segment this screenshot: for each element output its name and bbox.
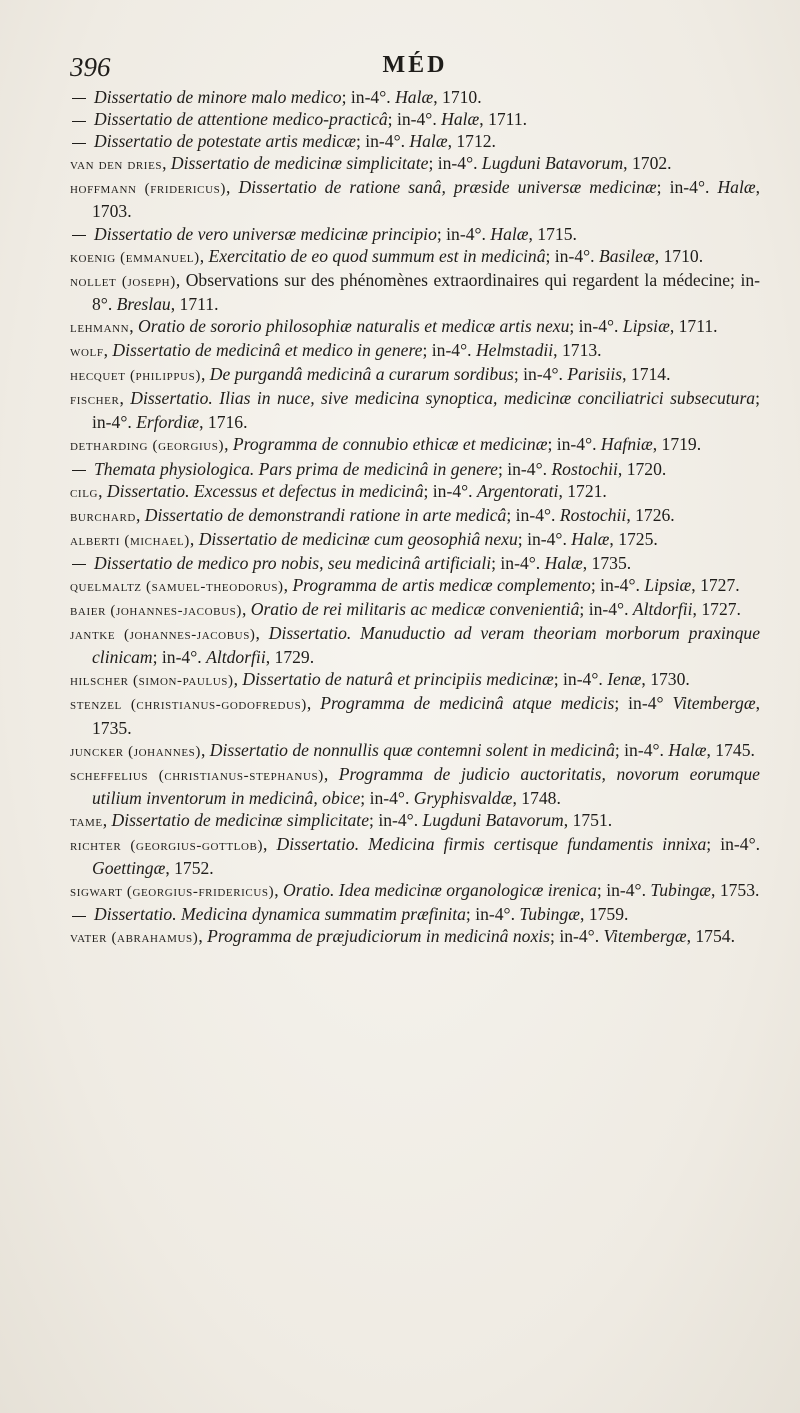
author-name: scheffelius (70, 767, 149, 784)
place-of-publication: Rostochii (551, 458, 618, 479)
author-name: hilscher (70, 673, 129, 690)
bibliography-entry: alberti (michael), Dissertatio de medicinæ cum geosophiâ nexu; in-4°. Halæ, 1725. (70, 528, 658, 549)
place-of-publication: Gryphisvaldæ (413, 787, 513, 808)
running-head: MÉD (382, 52, 448, 78)
bibliography-entry: vater (abrahamus), Programma de præjudiciorum in medicinâ noxis; in-4°. Vitembergæ, 1754. (70, 926, 735, 947)
work-title: Oratio. Idea medicinæ organologicæ irenica (283, 880, 597, 901)
format: in-4°. (432, 480, 473, 501)
author-given-name: (georgius-gottlob) (130, 838, 264, 854)
format: in-4°. (523, 364, 563, 385)
publication-year: 1730. (650, 669, 690, 690)
work-title: Dissertatio. Medicina dynamica summatim præfinita (94, 904, 466, 925)
publication-year: 1759. (588, 904, 629, 925)
place-of-publication: Goettingæ (92, 858, 166, 879)
ditto-dash (72, 470, 86, 471)
work-title: Dissertatio de medicinæ cum geosophiâ nexu (198, 528, 518, 549)
place-of-publication: Ienæ (607, 669, 642, 690)
place-of-publication: Halæ (441, 109, 480, 130)
place-of-publication: Tubingæ (519, 904, 581, 925)
bibliography-entry: Themata physiologica. Pars prima de medicinâ in genere; in-4°. Rostochii, 1720. (70, 458, 760, 480)
place-of-publication: Vitembergæ (672, 693, 756, 714)
author-name: hecquet (70, 368, 126, 385)
work-title: Dissertatio de attentione medico-practicâ (94, 109, 388, 130)
place-of-publication: Breslau (116, 293, 171, 314)
bibliography-entry: stenzel (christianus-godofredus), Programma de medicinâ atque medicis; in-4° Vitembergæ, 1735. (70, 693, 760, 738)
author-given-name: (fridericus) (144, 181, 226, 198)
format: in-4°. (588, 599, 629, 620)
place-of-publication: Lugduni Batavorum (422, 809, 564, 830)
author-name: burchard (70, 508, 136, 525)
work-title: Dissertatio. Ilias in nuce, sive medicina synoptica, medicinæ conciliatrici subsecutura (130, 388, 756, 409)
work-title: Programma de præjudiciorum in medicinâ noxis (207, 926, 551, 947)
bibliography-entry: richter (georgius-gottlob), Dissertatio. Medicina firmis certisque fundamentis innixa; in-4°. Goettingæ, 1752. (70, 834, 761, 879)
bibliography-entry: van den dries, Dissertatio de medicinæ simplicitate; in-4°. Lugduni Batavorum, 1702. (70, 153, 672, 174)
format: in-4°. (431, 340, 472, 361)
format: in-4°. (527, 528, 567, 549)
author-given-name: (georgius-fridericus) (126, 884, 275, 901)
place-of-publication: Hafniæ (600, 434, 653, 455)
author-name: stenzel (70, 697, 122, 714)
work-title: Oratio de sororio philosophiæ naturalis et medicæ artis nexu (138, 315, 570, 336)
author-name: van den dries (70, 157, 163, 174)
publication-year: 1711. (488, 109, 528, 130)
publication-year: 1710. (442, 87, 482, 107)
format: in-4°. (437, 153, 478, 174)
publication-year: 1729. (274, 647, 315, 668)
author-name: juncker (70, 743, 124, 760)
bibliography-entry: nollet (joseph), Observations sur des phénomènes extraordinaires qui regardent la médecine; in-8°. Breslau, 1711. (70, 269, 760, 314)
work-title: Dissertatio. Manuductio ad veram theoriam morborum praxinque clinicam (92, 623, 760, 668)
format: in-4°. (556, 434, 597, 455)
bibliography-list (70, 86, 760, 949)
work-title: Oratio de rei militaris ac medicæ convenientiâ (250, 599, 580, 620)
bibliography-entry: koenig (emmanuel), Exercitatio de eo quod summum est in medicinâ; in-4°. Basileæ, 1710. (70, 245, 704, 266)
place-of-publication: Halæ (409, 131, 448, 152)
publication-year: 1753. (719, 880, 760, 901)
format: in-4°. (365, 131, 406, 152)
place-of-publication: Halæ (544, 552, 583, 573)
format: in-4°. (559, 926, 600, 947)
work-title: De purgandâ medicinâ a curarum sordibus (209, 364, 514, 385)
author-name: hoffmann (70, 181, 137, 198)
author-given-name: (joseph) (121, 273, 176, 290)
bibliography-entry: burchard, Dissertatio de demonstrandi ratione in arte medicâ; in-4°. Rostochii, 1726. (70, 504, 675, 525)
format: in-4°. (378, 809, 419, 830)
place-of-publication: Tubingæ (650, 880, 712, 901)
author-name: vater (70, 930, 108, 947)
work-title: Dissertatio de medicinæ simplicitate (170, 153, 429, 174)
bibliography-entry: sigwart (georgius-fridericus), Oratio. Idea medicinæ organologicæ irenica; in-4°. Tubingæ, 1753. (70, 880, 760, 901)
work-title: Dissertatio. Medicina firmis certisque fundamentis innixa (276, 834, 707, 854)
format: in-4°. (600, 574, 640, 595)
work-title: Programma de connubio ethicæ et medicinæ (232, 434, 548, 455)
place-of-publication: Lipsiæ (622, 315, 670, 336)
author-given-name: (simon-paulus) (133, 673, 234, 690)
work-title: Exercitatio de eo quod summum est in medicinâ (208, 245, 546, 266)
bibliography-entry: detharding (georgius), Programma de connubio ethicæ et medicinæ; in-4°. Hafniæ, 1719. (70, 434, 702, 455)
author-given-name: (abrahamus) (111, 930, 199, 947)
publication-year: 1715. (537, 223, 577, 244)
place-of-publication: Halæ (668, 739, 707, 760)
author-name: alberti (70, 532, 120, 549)
page-number: 396 (70, 52, 111, 82)
bibliography-entry: juncker (johannes), Dissertatio de nonnullis quæ contemni solent in medicinâ; in-4°. Halæ, 1745. (70, 739, 755, 760)
place-of-publication: Erfordiæ (136, 412, 200, 433)
author-name: cilg (70, 484, 99, 501)
publication-year: 1721. (567, 480, 607, 501)
work-title: Dissertatio. Excessus et defectus in medicinâ (106, 480, 424, 501)
publication-year: 1711. (678, 315, 718, 336)
author-name: baier (70, 603, 106, 620)
bibliography-entry: lehmann, Oratio de sororio philosophiæ naturalis et medicæ artis nexu; in-4°. Lipsiæ, 1711. (70, 315, 718, 336)
bibliography-entry: Dissertatio de attentione medico-practicâ; in-4°. Halæ, 1711. (70, 108, 760, 130)
format: in-4°. (578, 315, 619, 336)
author-name: sigwart (70, 884, 123, 901)
bibliography-entry: hecquet (philippus), De purgandâ medicinâ a curarum sordibus; in-4°. Parisiis, 1714. (70, 364, 671, 385)
page-header (70, 52, 760, 86)
publication-year: 1726. (635, 504, 675, 525)
publication-year: 1754. (695, 926, 735, 947)
author-name: jantke (70, 627, 116, 644)
publication-year: 1752. (174, 858, 214, 879)
work-title: Dissertatio de medicinâ et medico in genere (112, 340, 423, 361)
author-given-name: (emmanuel) (120, 249, 200, 266)
ditto-dash (72, 121, 86, 122)
format: in-4°. (624, 739, 664, 760)
place-of-publication: Halæ (571, 528, 610, 549)
bibliography-entry: Dissertatio de vero universæ medicinæ principio; in-4°. Halæ, 1715. (70, 223, 760, 245)
author-name: richter (70, 838, 122, 854)
publication-year: 1719. (661, 434, 702, 455)
author-name: nollet (70, 273, 117, 290)
bibliography-entry: cilg, Dissertatio. Excessus et defectus in medicinâ; in-4°. Argentorati, 1721. (70, 480, 607, 501)
format: in-8°. (92, 269, 760, 314)
publication-year: 1727. (700, 574, 740, 595)
author-name: koenig (70, 249, 116, 266)
publication-year: 1712. (456, 131, 496, 152)
format: in-4°. (446, 223, 486, 244)
work-title: Programma de judicio auctoritatis, novorum eorumque utilium inventorum in medicinâ, obice (92, 763, 760, 808)
bibliography-entry: tame, Dissertatio de medicinæ simplicitate; in-4°. Lugduni Batavorum, 1751. (70, 809, 613, 830)
work-title: Programma de artis medicæ complemento (292, 574, 591, 595)
place-of-publication: Altdorfii (632, 599, 693, 620)
author-given-name: (johannes-jacobus) (110, 603, 242, 620)
format: in-4°. (720, 834, 761, 854)
bibliography-entry: Dissertatio de potestate artis medicæ; in-4°. Halæ, 1712. (70, 130, 760, 152)
publication-year: 1745. (715, 739, 755, 760)
format: in-4°. (92, 412, 132, 433)
format: in-4°. (161, 647, 202, 668)
publication-year: 1735. (591, 552, 632, 573)
author-given-name: (philippus) (129, 368, 201, 385)
work-title: Dissertatio de naturâ et principiis medicinæ (242, 669, 554, 690)
publication-year: 1703. (92, 201, 132, 222)
work-title: Observations sur des phénomènes extraordinaires qui regardent la médecine (185, 269, 731, 290)
author-given-name: (georgius) (152, 438, 225, 455)
ditto-dash (72, 143, 86, 144)
work-title: Programma de medicinâ atque medicis (320, 693, 615, 714)
bibliography-entry: jantke (johannes-jacobus), Dissertatio. Manuductio ad veram theoriam morborum praxinque clinicam; in-4°. Altdorfii, 1729. (70, 623, 760, 668)
publication-year: 1748. (521, 787, 561, 808)
place-of-publication: Helmstadii (475, 340, 554, 361)
format: in-4°. (350, 87, 391, 107)
bibliography-entry: Dissertatio de minore malo medico; in-4°. Halæ, 1710. (70, 86, 760, 108)
author-name: detharding (70, 438, 149, 455)
work-title: Dissertatio de nonnullis quæ contemni solent in medicinâ (209, 739, 615, 760)
format: in-4°. (396, 109, 437, 130)
bibliography-entry: fischer, Dissertatio. Ilias in nuce, sive medicina synoptica, medicinæ conciliatrici subsecutura; in-4°. Erfordiæ, 1716. (70, 388, 760, 433)
ditto-dash (72, 916, 86, 917)
bibliography-entry: quelmaltz (samuel-theodorus), Programma de artis medicæ complemento; in-4°. Lipsiæ, 1727. (70, 574, 740, 595)
place-of-publication: Halæ (717, 177, 756, 198)
bibliography-entry: baier (johannes-jacobus), Oratio de rei militaris ac medicæ convenientiâ; in-4°. Altdorfii, 1727. (70, 599, 741, 620)
ditto-dash (72, 98, 86, 99)
work-title: Dissertatio de vero universæ medicinæ principio (94, 223, 437, 244)
author-name: fischer (70, 392, 120, 409)
place-of-publication: Halæ (395, 87, 434, 107)
publication-year: 1710. (663, 245, 704, 266)
format: in-4°. (507, 458, 548, 479)
place-of-publication: Lipsiæ (644, 574, 692, 595)
publication-year: 1727. (701, 599, 741, 620)
author-name: lehmann (70, 319, 130, 336)
work-title: Dissertatio de demonstrandi ratione in arte medicâ (144, 504, 507, 525)
publication-year: 1714. (630, 364, 671, 385)
place-of-publication: Halæ (490, 223, 529, 244)
publication-year: 1702. (631, 153, 672, 174)
work-title: Dissertatio de medico pro nobis, seu medicinâ artificiali (94, 552, 492, 573)
format: in-4°. (515, 504, 556, 525)
author-given-name: (michael) (124, 532, 190, 549)
format: in-4°. (475, 904, 515, 925)
author-given-name: (samuel-theodorus) (146, 578, 284, 595)
format: in-4°. (669, 177, 710, 198)
publication-year: 1720. (626, 458, 667, 479)
place-of-publication: Altdorfii (206, 647, 266, 668)
author-given-name: (johannes-jacobus) (123, 627, 256, 644)
place-of-publication: Lugduni Batavorum (481, 153, 624, 174)
author-name: quelmaltz (70, 578, 142, 595)
format: in-4°. (606, 880, 646, 901)
place-of-publication: Vitembergæ (603, 926, 687, 947)
publication-year: 1751. (572, 809, 613, 830)
bibliography-entry: Dissertatio. Medicina dynamica summatim præfinita; in-4°. Tubingæ, 1759. (70, 903, 760, 925)
publication-year: 1725. (618, 528, 658, 549)
format: in-4° (628, 693, 664, 714)
place-of-publication: Basileæ (598, 245, 655, 266)
publication-year: 1735. (92, 717, 132, 738)
place-of-publication: Parisiis (567, 364, 623, 385)
author-name: wolf (70, 344, 104, 361)
author-name: tame (70, 813, 103, 830)
author-given-name: (christianus-godofredus) (130, 697, 307, 714)
author-given-name: (christianus-stephanus) (158, 767, 324, 784)
work-title: Themata physiologica. Pars prima de medicinâ in genere (94, 458, 498, 479)
bibliography-entry: wolf, Dissertatio de medicinâ et medico in genere; in-4°. Helmstadii, 1713. (70, 340, 602, 361)
format: in-4°. (563, 669, 603, 690)
publication-year: 1716. (207, 412, 248, 433)
place-of-publication: Rostochii (559, 504, 627, 525)
place-of-publication: Argentorati (476, 480, 559, 501)
bibliography-entry: hilscher (simon-paulus), Dissertatio de naturâ et principiis medicinæ; in-4°. Ienæ, 1730. (70, 669, 690, 690)
bibliography-entry: hoffmann (fridericus), Dissertatio de ratione sanâ, præside universæ medicinæ; in-4°. Halæ, 1703. (70, 177, 760, 222)
work-title: Dissertatio de medicinæ simplicitate (111, 809, 370, 830)
work-title: Dissertatio de potestate artis medicæ (94, 131, 356, 152)
bibliography-entry: scheffelius (christianus-stephanus), Programma de judicio auctoritatis, novorum eorumque utilium inventorum in medicinâ, obice; in-4°. Gryphisvaldæ, 1748. (70, 763, 760, 808)
author-given-name: (johannes) (128, 743, 201, 760)
publication-year: 1713. (561, 340, 602, 361)
ditto-dash (72, 235, 86, 236)
work-title: Dissertatio de ratione sanâ, præside universæ medicinæ (238, 177, 657, 198)
format: in-4°. (369, 787, 410, 808)
format: in-4°. (554, 245, 595, 266)
ditto-dash (72, 564, 86, 565)
bibliography-entry: Dissertatio de medico pro nobis, seu medicinâ artificiali; in-4°. Halæ, 1735. (70, 552, 760, 574)
format: in-4°. (500, 552, 541, 573)
publication-year: 1711. (179, 293, 219, 314)
work-title: Dissertatio de minore malo medico (94, 87, 342, 107)
